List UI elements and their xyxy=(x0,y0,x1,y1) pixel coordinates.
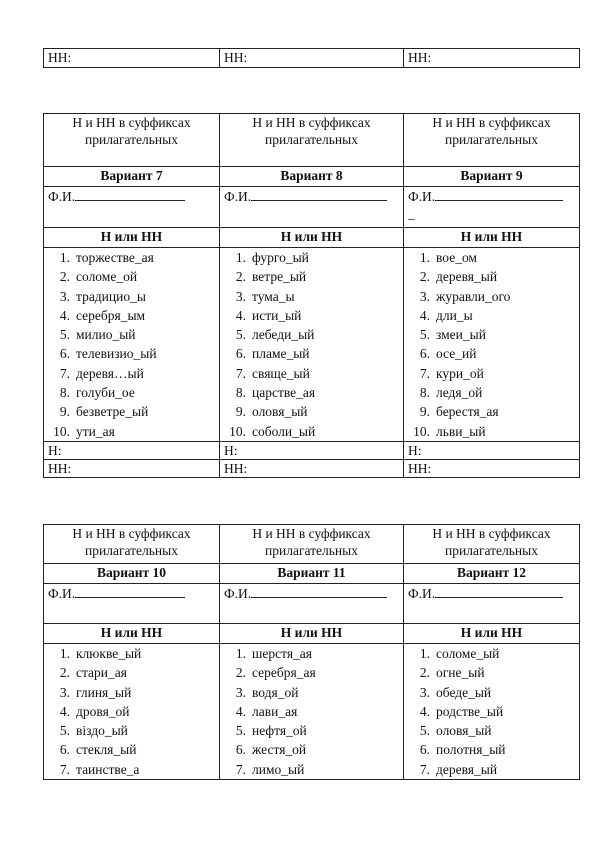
word-item xyxy=(419,287,575,306)
word-text: деревя_ый xyxy=(436,269,498,285)
word-text: телевизио_ый xyxy=(76,346,157,362)
n-answer-row xyxy=(44,441,580,459)
word-number: 1. xyxy=(235,250,246,265)
word-text: глиня_ый xyxy=(76,684,132,700)
word-number: 4. xyxy=(419,703,430,719)
cards-table-variants-10-12 xyxy=(43,524,580,780)
card-title: Н и НН в суффиксах прилагательных xyxy=(220,525,404,564)
variant-label: Вариант 10 xyxy=(44,564,220,584)
word-number: 6. xyxy=(419,742,430,758)
word-text: шерстя_ая xyxy=(252,646,313,661)
fio-blank-line[interactable] xyxy=(251,187,387,201)
fio-field[interactable] xyxy=(404,187,580,228)
word-item xyxy=(419,306,575,325)
word-item xyxy=(235,364,399,383)
word-number: 7. xyxy=(235,761,246,777)
word-list xyxy=(408,644,575,779)
word-item xyxy=(59,267,215,286)
word-number: 9. xyxy=(59,404,70,420)
word-number: 3. xyxy=(419,288,430,304)
card-title-row xyxy=(44,114,580,167)
word-text: полотня_ый xyxy=(436,742,506,758)
word-number: 9. xyxy=(419,404,430,420)
word-text: деревя…ый xyxy=(76,365,144,381)
word-number: 10. xyxy=(53,423,70,439)
word-item xyxy=(413,422,575,441)
word-number: 2. xyxy=(419,665,430,681)
top-answer-row-table xyxy=(43,48,580,68)
word-number: 10. xyxy=(229,423,246,439)
header-row xyxy=(44,228,580,248)
fio-row xyxy=(44,584,580,624)
word-text: ледя_ой xyxy=(436,385,483,401)
nn-answer-cell[interactable]: НН: xyxy=(404,459,580,477)
variant-label: Вариант 9 xyxy=(404,167,580,187)
variant-label: Вариант 8 xyxy=(220,167,404,187)
word-item xyxy=(59,760,215,779)
word-text: царстве_ая xyxy=(252,385,316,401)
word-list-cell xyxy=(404,644,580,780)
column-header: Н или НН xyxy=(404,624,580,644)
word-item xyxy=(419,267,575,286)
word-number: 4. xyxy=(59,703,70,719)
n-answer-cell[interactable]: Н: xyxy=(404,441,580,459)
nn-answer-row xyxy=(44,49,580,68)
word-list-row xyxy=(44,644,580,780)
word-number: 2. xyxy=(59,269,70,285)
word-item xyxy=(235,325,399,344)
word-number: 6. xyxy=(235,346,246,362)
word-item xyxy=(419,663,575,682)
word-text: тума_ы xyxy=(252,288,295,304)
fio-blank-line[interactable] xyxy=(75,187,185,201)
nn-answer-cell-3[interactable]: НН: xyxy=(404,49,580,68)
word-text: безветре_ый xyxy=(76,404,149,420)
word-item xyxy=(419,721,575,740)
word-item xyxy=(59,306,215,325)
word-item xyxy=(59,383,215,402)
variant-label: Вариант 11 xyxy=(220,564,404,584)
word-number: 3. xyxy=(419,684,430,700)
word-number: 3. xyxy=(235,288,246,304)
word-text: осе_ий xyxy=(436,346,477,362)
word-number: 2. xyxy=(235,665,246,681)
word-number: 7. xyxy=(59,761,70,777)
word-list-cell xyxy=(220,248,404,442)
fio-field[interactable] xyxy=(44,187,220,228)
card-title-row xyxy=(44,525,580,564)
word-item xyxy=(419,364,575,383)
word-list xyxy=(48,248,215,441)
word-item xyxy=(419,740,575,759)
word-number: 5. xyxy=(59,327,70,343)
word-text: огне_ый xyxy=(436,665,485,681)
word-list-cell xyxy=(404,248,580,442)
word-text: клюкве_ый xyxy=(76,646,142,661)
variant-row xyxy=(44,564,580,584)
card-title: Н и НН в суффиксах прилагательных xyxy=(404,525,580,564)
fio-label: Ф.И. xyxy=(224,586,252,601)
word-item xyxy=(59,287,215,306)
word-number: 1. xyxy=(419,250,430,265)
card-title: Н и НН в суффиксах прилагательных xyxy=(404,114,580,167)
word-number: 5. xyxy=(235,723,246,739)
word-number: 1. xyxy=(59,646,70,661)
nn-answer-cell[interactable]: НН: xyxy=(220,459,404,477)
card-title: Н и НН в суффиксах прилагательных xyxy=(220,114,404,167)
word-number: 8. xyxy=(59,385,70,401)
word-item xyxy=(235,402,399,421)
word-text: стекля_ый xyxy=(76,742,137,758)
fio-blank-line[interactable] xyxy=(435,584,563,598)
fio-label: Ф.И. xyxy=(408,189,436,204)
word-number: 1. xyxy=(419,646,430,661)
word-text: віздо_ый xyxy=(76,723,128,739)
variant-label: Вариант 7 xyxy=(44,167,220,187)
word-number: 6. xyxy=(235,742,246,758)
word-number: 3. xyxy=(59,288,70,304)
word-text: свяще_ый xyxy=(252,365,310,381)
word-text: змеи_ый xyxy=(436,327,486,343)
word-text: исти_ый xyxy=(252,307,302,323)
fio-label: Ф.И. xyxy=(48,586,76,601)
word-item xyxy=(59,740,215,759)
word-text: журавли_ого xyxy=(436,288,511,304)
word-text: соломе_ый xyxy=(436,646,500,661)
word-item xyxy=(235,248,399,267)
variant-row xyxy=(44,167,580,187)
word-item xyxy=(59,663,215,682)
column-header: Н или НН xyxy=(404,228,580,248)
word-text: пламе_ый xyxy=(252,346,310,362)
word-text: лимо_ый xyxy=(252,761,305,777)
word-number: 2. xyxy=(235,269,246,285)
fio-label: Ф.И. xyxy=(224,189,252,204)
word-text: таинстве_а xyxy=(76,761,140,777)
word-item xyxy=(59,702,215,721)
word-item xyxy=(235,683,399,702)
word-list xyxy=(408,248,575,441)
word-text: лави_ая xyxy=(252,703,298,719)
word-number: 8. xyxy=(235,385,246,401)
column-header: Н или НН xyxy=(220,228,404,248)
fio-extra-mark: _ xyxy=(408,206,415,221)
word-number: 7. xyxy=(59,365,70,381)
word-number: 6. xyxy=(59,346,70,362)
header-row xyxy=(44,624,580,644)
fio-blank-line[interactable] xyxy=(251,584,387,598)
card-title: Н и НН в суффиксах прилагательных xyxy=(44,525,220,564)
word-item xyxy=(235,344,399,363)
word-item xyxy=(235,644,399,663)
word-item xyxy=(59,248,215,267)
word-text: соломе_ой xyxy=(76,269,138,285)
nn-answer-cell-2[interactable]: НН: xyxy=(220,49,404,68)
word-item xyxy=(235,383,399,402)
word-item xyxy=(235,306,399,325)
word-list-cell xyxy=(44,248,220,442)
word-text: родстве_ый xyxy=(436,703,504,719)
word-text: лебеди_ый xyxy=(252,327,315,343)
word-number: 5. xyxy=(419,327,430,343)
word-number: 5. xyxy=(235,327,246,343)
word-list-row xyxy=(44,248,580,442)
word-item xyxy=(59,402,215,421)
word-item xyxy=(419,344,575,363)
word-number: 3. xyxy=(235,684,246,700)
word-number: 4. xyxy=(235,307,246,323)
word-item xyxy=(235,760,399,779)
column-header: Н или НН xyxy=(220,624,404,644)
fio-field[interactable] xyxy=(44,584,220,624)
word-number: 1. xyxy=(59,250,70,265)
word-item xyxy=(59,683,215,702)
variant-label: Вариант 12 xyxy=(404,564,580,584)
word-text: нефтя_ой xyxy=(252,723,307,739)
word-number: 2. xyxy=(59,665,70,681)
word-text: жестя_ой xyxy=(252,742,307,758)
word-text: кури_ой xyxy=(436,365,484,381)
word-number: 3. xyxy=(59,684,70,700)
word-item xyxy=(59,325,215,344)
word-number: 5. xyxy=(419,723,430,739)
n-answer-cell[interactable]: Н: xyxy=(220,441,404,459)
column-header: Н или НН xyxy=(44,624,220,644)
word-text: фурго_ый xyxy=(252,250,309,265)
word-item xyxy=(53,422,215,441)
word-text: водя_ой xyxy=(252,684,299,700)
word-list xyxy=(48,644,215,779)
word-text: милио_ый xyxy=(76,327,136,343)
word-text: традицио_ы xyxy=(76,288,146,304)
word-number: 7. xyxy=(419,365,430,381)
nn-answer-cell[interactable]: НН: xyxy=(44,459,220,477)
card-title: Н и НН в суффиксах прилагательных xyxy=(44,114,220,167)
word-text: торжестве_ая xyxy=(76,250,154,265)
word-text: берестя_ая xyxy=(436,404,499,420)
word-number: 6. xyxy=(419,346,430,362)
word-number: 2. xyxy=(419,269,430,285)
word-text: ути_ая xyxy=(76,423,115,439)
fio-field[interactable] xyxy=(404,584,580,624)
word-text: ветре_ый xyxy=(252,269,307,285)
word-item xyxy=(419,402,575,421)
word-text: льви_ый xyxy=(436,423,486,439)
word-item xyxy=(235,663,399,682)
word-number: 7. xyxy=(419,761,430,777)
fio-field[interactable] xyxy=(220,584,404,624)
word-item xyxy=(235,721,399,740)
word-number: 4. xyxy=(235,703,246,719)
word-text: дровя_ой xyxy=(76,703,130,719)
word-text: деревя_ый xyxy=(436,761,498,777)
word-number: 8. xyxy=(419,385,430,401)
fio-blank-line[interactable] xyxy=(435,187,563,201)
word-item xyxy=(235,740,399,759)
word-number: 1. xyxy=(235,646,246,661)
word-number: 6. xyxy=(59,742,70,758)
word-item xyxy=(59,364,215,383)
word-item xyxy=(419,383,575,402)
word-item xyxy=(229,422,399,441)
word-text: серебря_ая xyxy=(252,665,316,681)
word-item xyxy=(59,644,215,663)
word-text: вое_ом xyxy=(436,250,477,265)
word-text: серебря_ым xyxy=(76,307,146,323)
fio-row xyxy=(44,187,580,228)
word-item xyxy=(419,702,575,721)
word-number: 9. xyxy=(235,404,246,420)
fio-blank-line[interactable] xyxy=(75,584,185,598)
column-header: Н или НН xyxy=(44,228,220,248)
word-number: 4. xyxy=(59,307,70,323)
word-text: обеде_ый xyxy=(436,684,492,700)
word-list xyxy=(224,644,399,779)
fio-label: Ф.И. xyxy=(48,189,76,204)
word-number: 4. xyxy=(419,307,430,323)
word-item xyxy=(419,760,575,779)
word-text: оловя_ый xyxy=(252,404,308,420)
word-number: 5. xyxy=(59,723,70,739)
word-text: оловя_ый xyxy=(436,723,492,739)
word-number: 7. xyxy=(235,365,246,381)
cards-table-variants-7-9 xyxy=(43,113,580,478)
nn-answer-row xyxy=(44,459,580,477)
nn-answer-cell-1[interactable]: НН: xyxy=(44,49,220,68)
word-item xyxy=(419,248,575,267)
word-item xyxy=(235,702,399,721)
word-list-cell xyxy=(44,644,220,780)
word-item xyxy=(419,325,575,344)
word-number: 10. xyxy=(413,423,430,439)
word-item xyxy=(59,344,215,363)
fio-field[interactable] xyxy=(220,187,404,228)
word-item xyxy=(235,267,399,286)
word-item xyxy=(59,721,215,740)
word-item xyxy=(235,287,399,306)
word-text: голуби_ое xyxy=(76,385,135,401)
word-list xyxy=(224,248,399,441)
word-item xyxy=(419,644,575,663)
word-text: дли_ы xyxy=(436,307,473,323)
word-text: стари_ая xyxy=(76,665,127,681)
word-item xyxy=(419,683,575,702)
word-list-cell xyxy=(220,644,404,780)
n-answer-cell[interactable]: Н: xyxy=(44,441,220,459)
word-text: соболи_ый xyxy=(252,423,316,439)
fio-label: Ф.И. xyxy=(408,586,436,601)
